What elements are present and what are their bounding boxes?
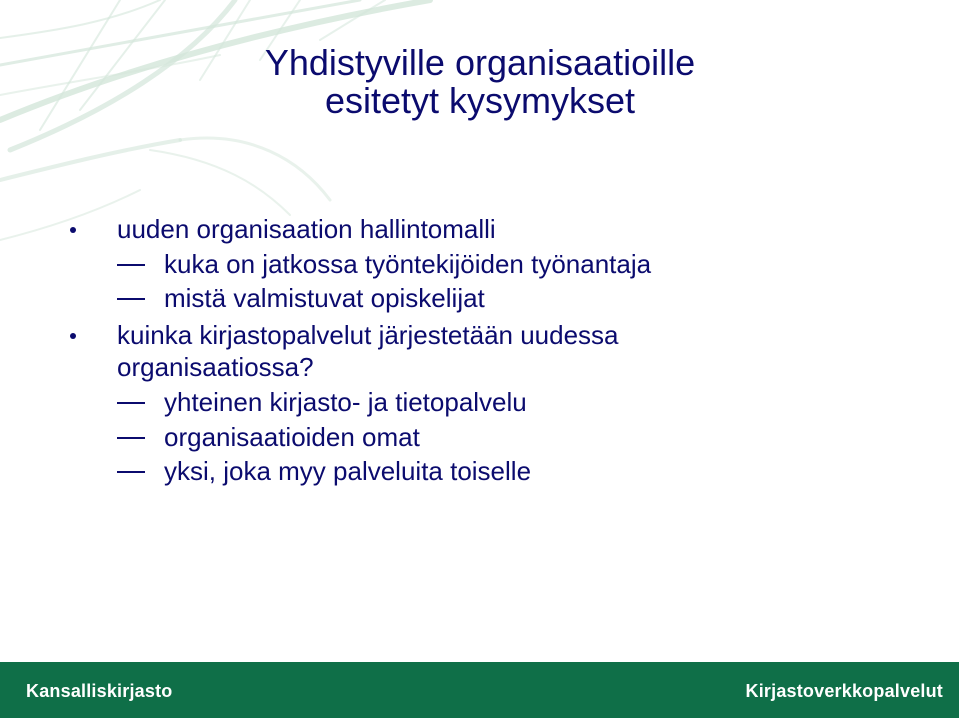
list-item: organisaatioiden omat	[164, 422, 420, 452]
list-item: yksi, joka myy palveluita toiselle	[164, 456, 532, 486]
bullet-dot-icon	[70, 227, 76, 233]
list-item: kuinka kirjastopalvelut järjestetään uudessa	[117, 320, 619, 350]
footer-logo-kirjastoverkkopalvelut: Kirjastoverkkopalvelut	[745, 681, 943, 701]
dash-marker-icon	[117, 437, 145, 439]
list-item: mistä valmistuvat opiskelijat	[164, 283, 485, 313]
footer-logo-kansalliskirjasto: Kansalliskirjasto	[26, 681, 173, 701]
list-item: kuka on jatkossa työntekijöiden työnantaja	[164, 249, 652, 279]
bullet-dot-icon	[70, 333, 76, 339]
dash-marker-icon	[117, 298, 145, 300]
list-item: yhteinen kirjasto- ja tietopalvelu	[164, 387, 527, 417]
list-item-continuation: organisaatiossa?	[117, 352, 314, 382]
dash-marker-icon	[117, 402, 145, 404]
dash-marker-icon	[117, 264, 145, 266]
list-item: uuden organisaation hallintomalli	[117, 214, 496, 244]
footer-bar	[0, 662, 959, 718]
slide-title-line-1: Yhdistyville organisaatioille	[264, 42, 696, 83]
slide-title-line-2: esitetyt kysymykset	[324, 80, 636, 121]
dash-marker-icon	[117, 471, 145, 473]
